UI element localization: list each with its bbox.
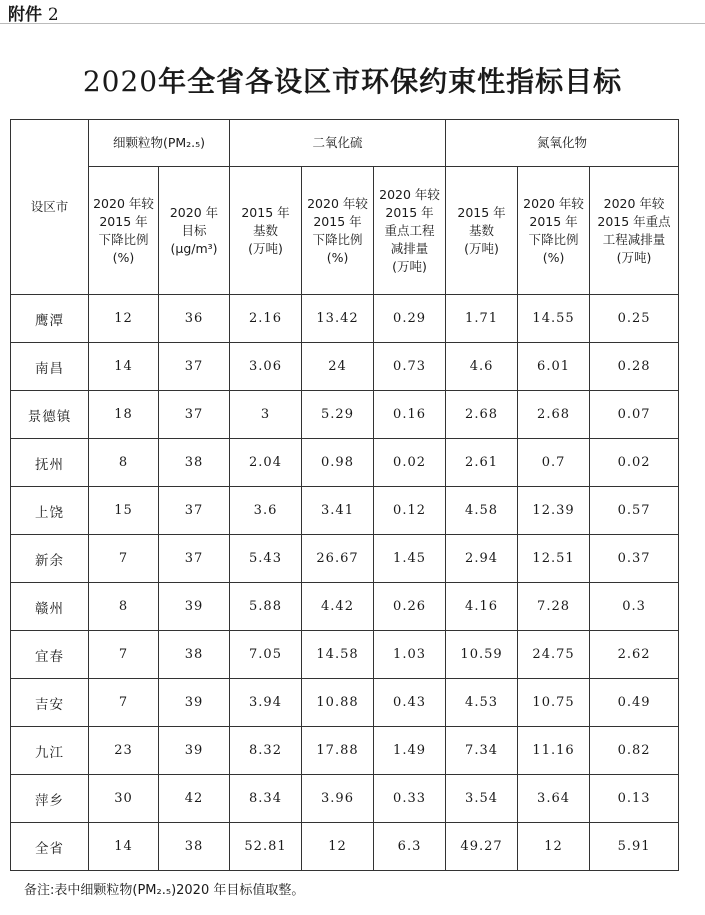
value-cell: 2.62: [590, 631, 679, 679]
subheader-line: 2020 年较: [603, 195, 665, 211]
value-cell: 4.58: [446, 487, 518, 535]
table-row: [11, 295, 679, 343]
value-cell: 3.41: [302, 487, 374, 535]
city-cell: 吉安: [11, 679, 89, 727]
value-cell: 26.67: [302, 535, 374, 583]
value-cell: 52.81: [230, 823, 302, 871]
value-cell: 2.61: [446, 439, 518, 487]
value-cell: 15: [89, 487, 159, 535]
value-cell: 0.12: [374, 487, 446, 535]
subheader-line: 2020 年: [169, 204, 219, 220]
value-cell: 10.88: [302, 679, 374, 727]
city-header: 设区市: [11, 120, 89, 295]
value-cell: 0.13: [590, 775, 679, 823]
value-cell: 24.75: [518, 631, 590, 679]
value-cell: 8: [89, 583, 159, 631]
value-cell: 30: [89, 775, 159, 823]
value-cell: 37: [159, 535, 230, 583]
city-cell: 赣州: [11, 583, 89, 631]
value-cell: 0.49: [590, 679, 679, 727]
value-cell: 0.82: [590, 727, 679, 775]
subheader-line: (万吨): [248, 240, 283, 256]
value-cell: 10.59: [446, 631, 518, 679]
subheader-line: 2015 年: [99, 213, 148, 229]
table-row: [11, 727, 679, 775]
value-cell: 7.05: [230, 631, 302, 679]
value-cell: 14: [89, 823, 159, 871]
value-cell: 39: [159, 679, 230, 727]
value-cell: 36: [159, 295, 230, 343]
group-nox: 氮氧化物: [446, 120, 679, 167]
subheader-line: 工程减排量: [602, 231, 666, 247]
value-cell: 0.25: [590, 295, 679, 343]
city-cell: 南昌: [11, 343, 89, 391]
value-cell: 14: [89, 343, 159, 391]
value-cell: 5.91: [590, 823, 679, 871]
attachment-text: 附件: [8, 5, 42, 25]
value-cell: 0.57: [590, 487, 679, 535]
value-cell: 12.39: [518, 487, 590, 535]
value-cell: 14.55: [518, 295, 590, 343]
table-row: [11, 391, 679, 439]
value-cell: 0.16: [374, 391, 446, 439]
subheader-nox-reduction: [518, 167, 590, 295]
subheader-line: (万吨): [616, 249, 652, 265]
subheader-line: 下降比例: [528, 231, 579, 247]
table-row: [11, 775, 679, 823]
title-text: 年全省各设区市环保约束性指标目标: [158, 65, 623, 98]
city-cell: 萍乡: [11, 775, 89, 823]
subheader-line: (%): [326, 249, 349, 265]
table-row: [11, 631, 679, 679]
subheader-line: 基数: [253, 222, 279, 238]
subheader-line: (μg/m³): [170, 240, 218, 256]
table-row: [11, 439, 679, 487]
subheader-line: 2020 年较: [379, 186, 440, 202]
value-cell: 13.42: [302, 295, 374, 343]
value-cell: 4.53: [446, 679, 518, 727]
subheader-line: (%): [542, 249, 565, 265]
value-cell: 0.98: [302, 439, 374, 487]
value-cell: 38: [159, 631, 230, 679]
value-cell: 5.88: [230, 583, 302, 631]
value-cell: 0.7: [518, 439, 590, 487]
city-cell: 景德镇: [11, 391, 89, 439]
value-cell: 8.34: [230, 775, 302, 823]
value-cell: 0.26: [374, 583, 446, 631]
subheader-line: 目标: [181, 222, 207, 238]
value-cell: 8: [89, 439, 159, 487]
value-cell: 0.07: [590, 391, 679, 439]
value-cell: 0.02: [374, 439, 446, 487]
value-cell: 3: [230, 391, 302, 439]
value-cell: 4.6: [446, 343, 518, 391]
value-cell: 12: [89, 295, 159, 343]
subheader-line: 2020 年较: [523, 195, 584, 211]
value-cell: 5.29: [302, 391, 374, 439]
value-cell: 1.49: [374, 727, 446, 775]
subheader-so2-project: [374, 167, 446, 295]
subheader-line: 减排量: [390, 240, 429, 256]
subheader-line: 2015 年: [385, 204, 434, 220]
value-cell: 2.16: [230, 295, 302, 343]
group-pm: 细颗粒物(PM₂.₅): [89, 120, 230, 167]
value-cell: 6.3: [374, 823, 446, 871]
subheader-line: 2015 年: [241, 204, 290, 220]
value-cell: 37: [159, 487, 230, 535]
table-body: [11, 295, 679, 871]
subheader-pm-reduction: [89, 167, 159, 295]
value-cell: 2.68: [518, 391, 590, 439]
subheader-line: (%): [112, 249, 135, 265]
value-cell: 38: [159, 823, 230, 871]
value-cell: 23: [89, 727, 159, 775]
value-cell: 0.28: [590, 343, 679, 391]
value-cell: 6.01: [518, 343, 590, 391]
value-cell: 3.64: [518, 775, 590, 823]
value-cell: 10.75: [518, 679, 590, 727]
table-row: [11, 487, 679, 535]
table-row: [11, 679, 679, 727]
value-cell: 14.58: [302, 631, 374, 679]
subheader-line: 2020 年较: [307, 195, 368, 211]
city-cell: 九江: [11, 727, 89, 775]
value-cell: 1.03: [374, 631, 446, 679]
value-cell: 3.06: [230, 343, 302, 391]
value-cell: 49.27: [446, 823, 518, 871]
city-cell: 宜春: [11, 631, 89, 679]
value-cell: 42: [159, 775, 230, 823]
subheader-pm-target: [159, 167, 230, 295]
city-cell: 上饶: [11, 487, 89, 535]
subheader-line: 2015 年: [313, 213, 362, 229]
value-cell: 3.54: [446, 775, 518, 823]
city-cell: 新余: [11, 535, 89, 583]
subheader-line: 基数: [469, 222, 495, 238]
title-year: 2020: [82, 65, 159, 98]
subheader-line: 2015 年重点: [597, 213, 671, 229]
subheader-so2-reduction: [302, 167, 374, 295]
city-cell: 全省: [11, 823, 89, 871]
value-cell: 3.96: [302, 775, 374, 823]
indicator-table: [10, 119, 679, 871]
value-cell: 12: [302, 823, 374, 871]
value-cell: 37: [159, 391, 230, 439]
value-cell: 12.51: [518, 535, 590, 583]
value-cell: 7.28: [518, 583, 590, 631]
page-title: [0, 60, 705, 100]
subheader-nox-base: [446, 167, 518, 295]
table-row: [11, 583, 679, 631]
value-cell: 2.68: [446, 391, 518, 439]
value-cell: 37: [159, 343, 230, 391]
value-cell: 0.37: [590, 535, 679, 583]
value-cell: 1.45: [374, 535, 446, 583]
value-cell: 11.16: [518, 727, 590, 775]
subheader-line: (万吨): [392, 258, 427, 274]
value-cell: 5.43: [230, 535, 302, 583]
value-cell: 4.42: [302, 583, 374, 631]
table-row: [11, 823, 679, 871]
subheader-line: 下降比例: [98, 231, 149, 247]
subheader-line: 2015 年: [457, 204, 506, 220]
value-cell: 2.94: [446, 535, 518, 583]
value-cell: 17.88: [302, 727, 374, 775]
value-cell: 3.94: [230, 679, 302, 727]
city-cell: 抚州: [11, 439, 89, 487]
subheader-so2-base: [230, 167, 302, 295]
value-cell: 0.43: [374, 679, 446, 727]
subheader-line: 重点工程: [384, 222, 435, 238]
value-cell: 2.04: [230, 439, 302, 487]
value-cell: 38: [159, 439, 230, 487]
attachment-label: [8, 0, 59, 25]
value-cell: 12: [518, 823, 590, 871]
value-cell: 39: [159, 583, 230, 631]
subheader-line: 2015 年: [529, 213, 578, 229]
subheader-line: 下降比例: [312, 231, 363, 247]
value-cell: 3.6: [230, 487, 302, 535]
value-cell: 0.02: [590, 439, 679, 487]
value-cell: 7: [89, 631, 159, 679]
table-row: [11, 343, 679, 391]
value-cell: 7: [89, 679, 159, 727]
value-cell: 7.34: [446, 727, 518, 775]
top-rule: [0, 23, 705, 24]
subheader-line: 2020 年较: [93, 195, 154, 211]
subheader-nox-project: [590, 167, 679, 295]
value-cell: 1.71: [446, 295, 518, 343]
value-cell: 7: [89, 535, 159, 583]
value-cell: 8.32: [230, 727, 302, 775]
value-cell: 0.3: [590, 583, 679, 631]
table-row: [11, 535, 679, 583]
footnote: 备注:表中细颗粒物(PM₂.₅)2020 年目标值取整。: [24, 883, 305, 898]
attachment-number: 2: [47, 5, 59, 25]
value-cell: 4.16: [446, 583, 518, 631]
group-so2: 二氧化硫: [230, 120, 446, 167]
value-cell: 0.73: [374, 343, 446, 391]
value-cell: 24: [302, 343, 374, 391]
city-cell: 鹰潭: [11, 295, 89, 343]
value-cell: 18: [89, 391, 159, 439]
value-cell: 0.29: [374, 295, 446, 343]
value-cell: 0.33: [374, 775, 446, 823]
subheader-line: (万吨): [464, 240, 499, 256]
value-cell: 39: [159, 727, 230, 775]
